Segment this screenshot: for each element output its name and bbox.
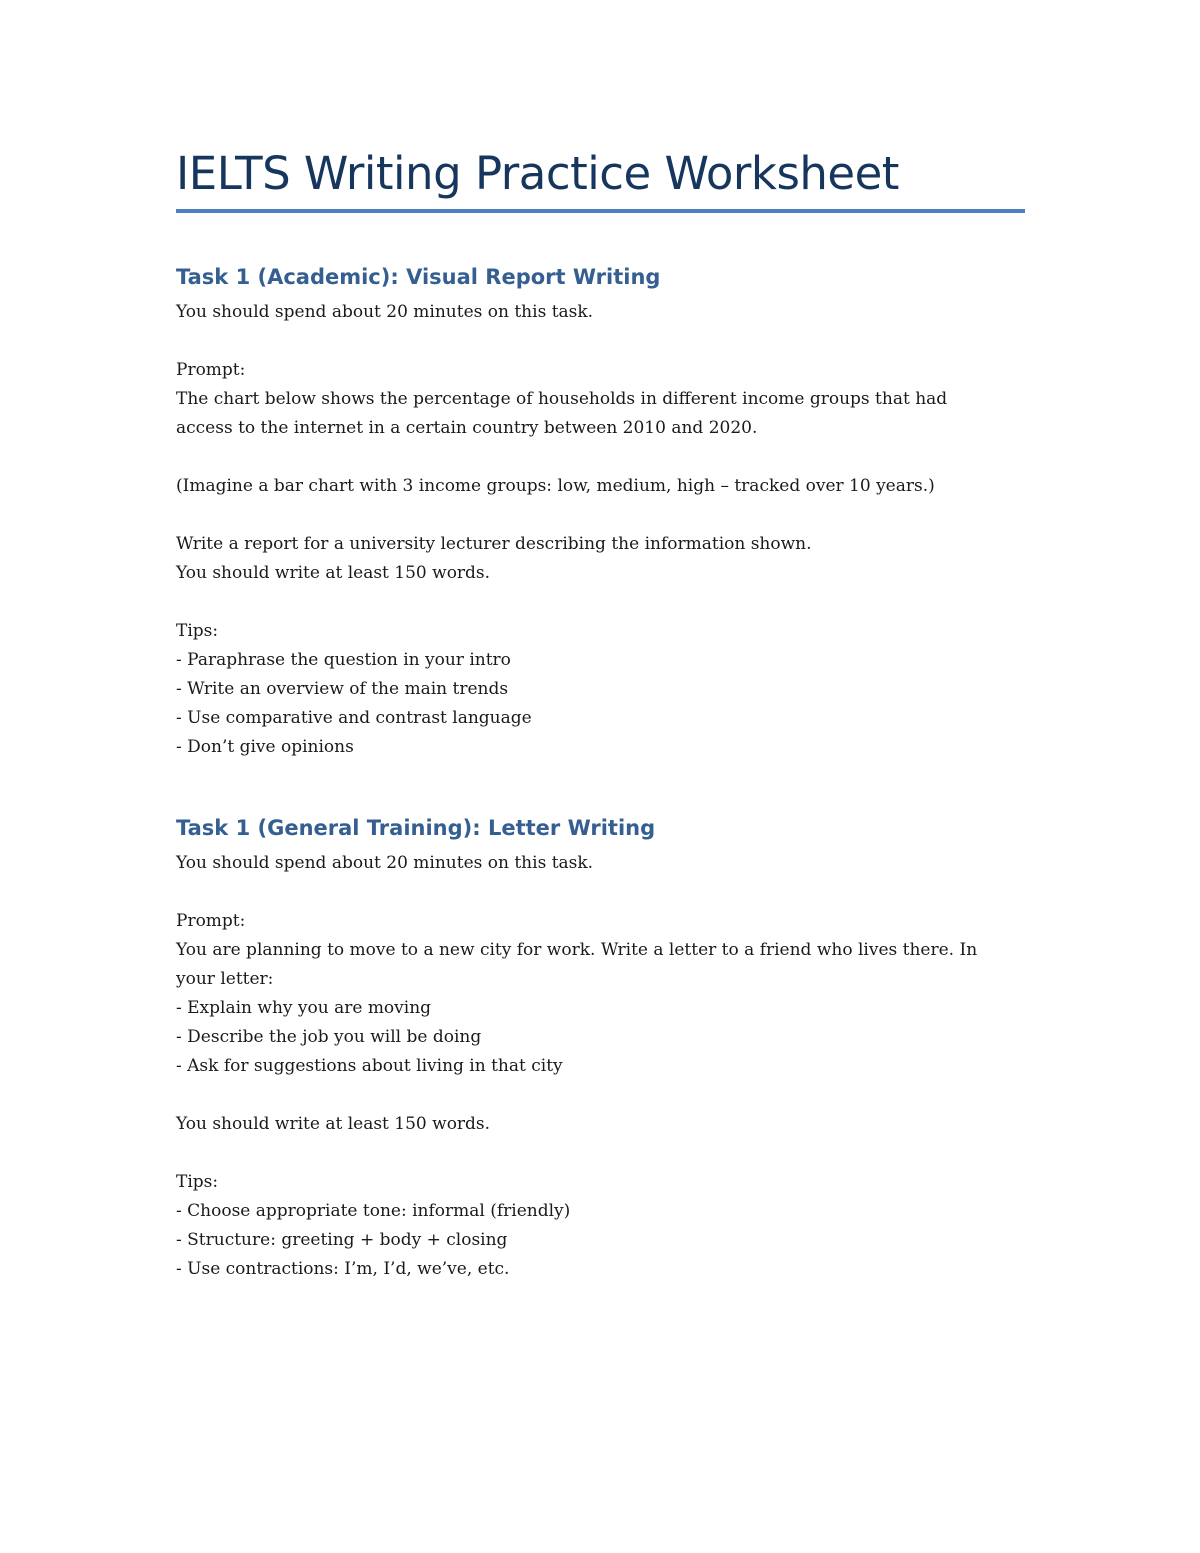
prompt-line: - Ask for suggestions about living in that city: [176, 1056, 563, 1076]
word-count-note: You should write at least 150 words.: [176, 1114, 491, 1134]
prompt-line: The chart below shows the percentage of households in different income groups that had: [176, 389, 948, 409]
prompt-line: - Explain why you are moving: [176, 998, 432, 1018]
document-title: IELTS Writing Practice Worksheet: [176, 147, 899, 200]
time-note: You should spend about 20 minutes on this task.: [176, 853, 594, 873]
tip-item: - Don’t give opinions: [176, 737, 354, 757]
tip-item: - Write an overview of the main trends: [176, 679, 509, 699]
time-note: You should spend about 20 minutes on this task.: [176, 302, 594, 322]
tips-label: Tips:: [176, 1172, 219, 1192]
section-task1-academic: [176, 298, 1036, 762]
tip-item: - Use comparative and contrast language: [176, 708, 532, 728]
prompt-label: Prompt:: [176, 360, 246, 380]
section-task1-general: [176, 849, 1036, 1284]
title-underline: [176, 209, 1025, 213]
tips-label: Tips:: [176, 621, 219, 641]
heading-task1-academic: Task 1 (Academic): Visual Report Writing: [176, 265, 661, 289]
prompt-label: Prompt:: [176, 911, 246, 931]
instruction-line: You should write at least 150 words.: [176, 563, 491, 583]
prompt-line: - Describe the job you will be doing: [176, 1027, 482, 1047]
prompt-line: You are planning to move to a new city for work. Write a letter to a friend who lives there. In: [176, 940, 978, 960]
prompt-line: access to the internet in a certain country between 2010 and 2020.: [176, 418, 758, 438]
tip-item: - Paraphrase the question in your intro: [176, 650, 511, 670]
tip-item: - Use contractions: I’m, I’d, we’ve, etc.: [176, 1259, 510, 1279]
heading-task1-general: Task 1 (General Training): Letter Writing: [176, 816, 656, 840]
instruction-line: Write a report for a university lecturer describing the information shown.: [176, 534, 812, 554]
tip-item: - Structure: greeting + body + closing: [176, 1230, 508, 1250]
prompt-line: your letter:: [176, 969, 274, 989]
chart-note: (Imagine a bar chart with 3 income groups: low, medium, high – tracked over 10 years.): [176, 476, 935, 496]
tip-item: - Choose appropriate tone: informal (friendly): [176, 1201, 571, 1221]
